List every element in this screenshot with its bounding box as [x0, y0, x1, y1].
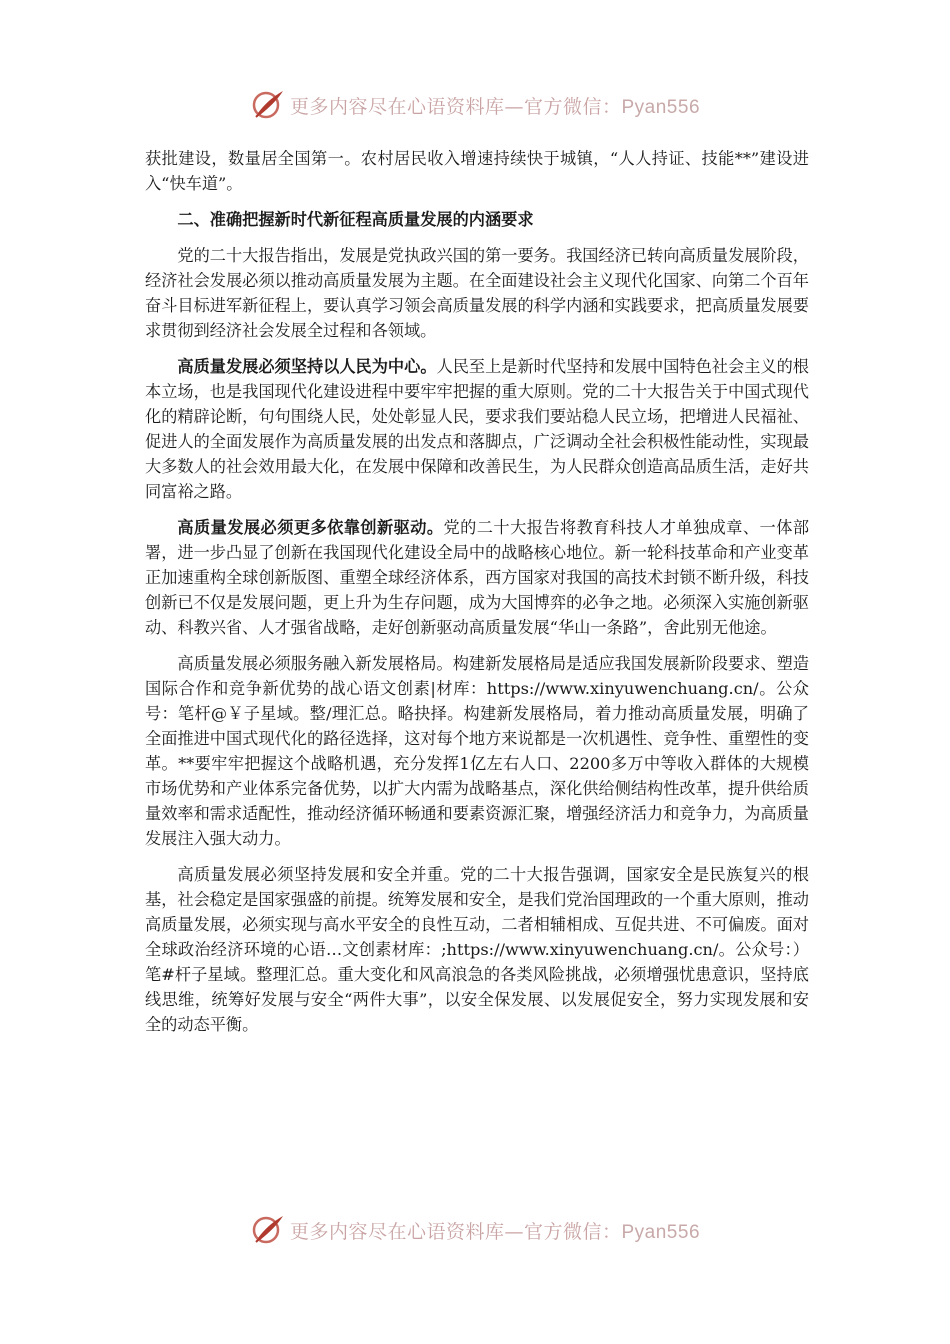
quill-logo-icon [250, 1212, 286, 1248]
paragraph-new-pattern: 高质量发展必须服务融入新发展格局。构建新发展格局是适应我国发展新阶段要求、塑造国际合作和竞争新优势的战心语文创素|材库：https://www.xinyuwenchuang.cn/。公众号：笔杆@￥子星域。整/理汇总。略抉择。构建新发展格局，着力推动高质量发展，明确了全面推进中国式现代化的路径选择，这对每个地方来说都是一次机遇性、竞争性、重塑性的变革。**要牢牢把握这个战略机遇，充分发挥1亿左右人口、2200多万中等收入群体的大规模市场优势和产业体系完备优势，以扩大内需为战略基点，深化供给侧结构性改革，提升供给质量效率和需求适配性，推动经济循环畅通和要素资源汇聚，增强经济活力和竞争力，为高质量发展注入强大动力。 [145, 654, 809, 848]
lead-people-centered: 高质量发展必须坚持以人民为中心。 [177, 357, 437, 376]
paragraph-people-centered: 高质量发展必须坚持以人民为中心。人民至上是新时代坚持和发展中国特色社会主义的根本立场，也是我国现代化建设进程中要牢牢把握的重大原则。党的二十大报告关于中国式现代化的精辟论断，句句围绕人民，处处彰显人民，要求我们要站稳人民立场，把增进人民福祉、促进人的全面发展作为高质量发展的出发点和落脚点，广泛调动全社会积极性能动性，实现最大多数人的社会效用最大化，在发展中保障和改善民生，为人民群众创造高品质生活，走好共同富裕之路。 [145, 357, 809, 501]
footer-watermark-banner [0, 1210, 950, 1250]
header-watermark-banner [0, 85, 950, 125]
paragraph-security: 高质量发展必须坚持发展和安全并重。党的二十大报告强调，国家安全是民族复兴的根基，社会稳定是国家强盛的前提。统筹发展和安全，是我们党治国理政的一个重大原则，推动高质量发展，必须实现与高水平安全的良性互动，二者相辅相成、互促共进、不可偏废。面对全球政治经济环境的心语…文创素材库：;https://www.xinyuwenchuang.cn/。公众号：）笔#杆子星域。整理汇总。重大变化和风高浪急的各类风险挑战，必须增强忧患意识，坚持底线思维，统筹好发展与安全“两件大事”，以安全保发展、以发展促安全，努力实现发展和安全的动态平衡。 [145, 865, 809, 1034]
section-heading: 二、准确把握新时代新征程高质量发展的内涵要求 [177, 210, 534, 229]
paragraph-intro: 党的二十大报告指出，发展是党执政兴国的第一要务。我国经济已转向高质量发展阶段，经济社会发展必须以推动高质量发展为主题。在全面建设社会主义现代化国家、向第二个百年奋斗目标进军新征程上，要认真学习领会高质量发展的科学内涵和实践要求，把高质量发展要求贯彻到经济社会发展全过程和各领域。 [145, 246, 809, 340]
lead-innovation: 高质量发展必须更多依靠创新驱动。 [177, 518, 444, 537]
banner-text: 更多内容尽在心语资料库—官方微信：Pyan556 [289, 95, 701, 118]
quill-logo-icon [250, 87, 286, 123]
banner-text: 更多内容尽在心语资料库—官方微信：Pyan556 [289, 1220, 701, 1243]
paragraph-continuation: 获批建设，数量居全国第一。农村居民收入增速持续快于城镇，“人人持证、技能**”建设进入“快车道”。 [145, 149, 809, 193]
banner-brand: Pyan556 [621, 96, 701, 118]
paragraph-innovation: 高质量发展必须更多依靠创新驱动。党的二十大报告将教育科技人才单独成章、一体部署，进一步凸显了创新在我国现代化建设全局中的战略核心地位。新一轮科技革命和产业变革正加速重构全球创新版图、重塑全球经济体系，西方国家对我国的高技术封锁不断升级，科技创新已不仅是发展问题，更上升为生存问题，成为大国博弈的必争之地。必须深入实施创新驱动、科教兴省、人才强省战略，走好创新驱动高质量发展“华山一条路”，舍此别无他途。 [145, 518, 810, 637]
document-body [145, 146, 809, 1048]
banner-brand: Pyan556 [621, 1221, 701, 1243]
